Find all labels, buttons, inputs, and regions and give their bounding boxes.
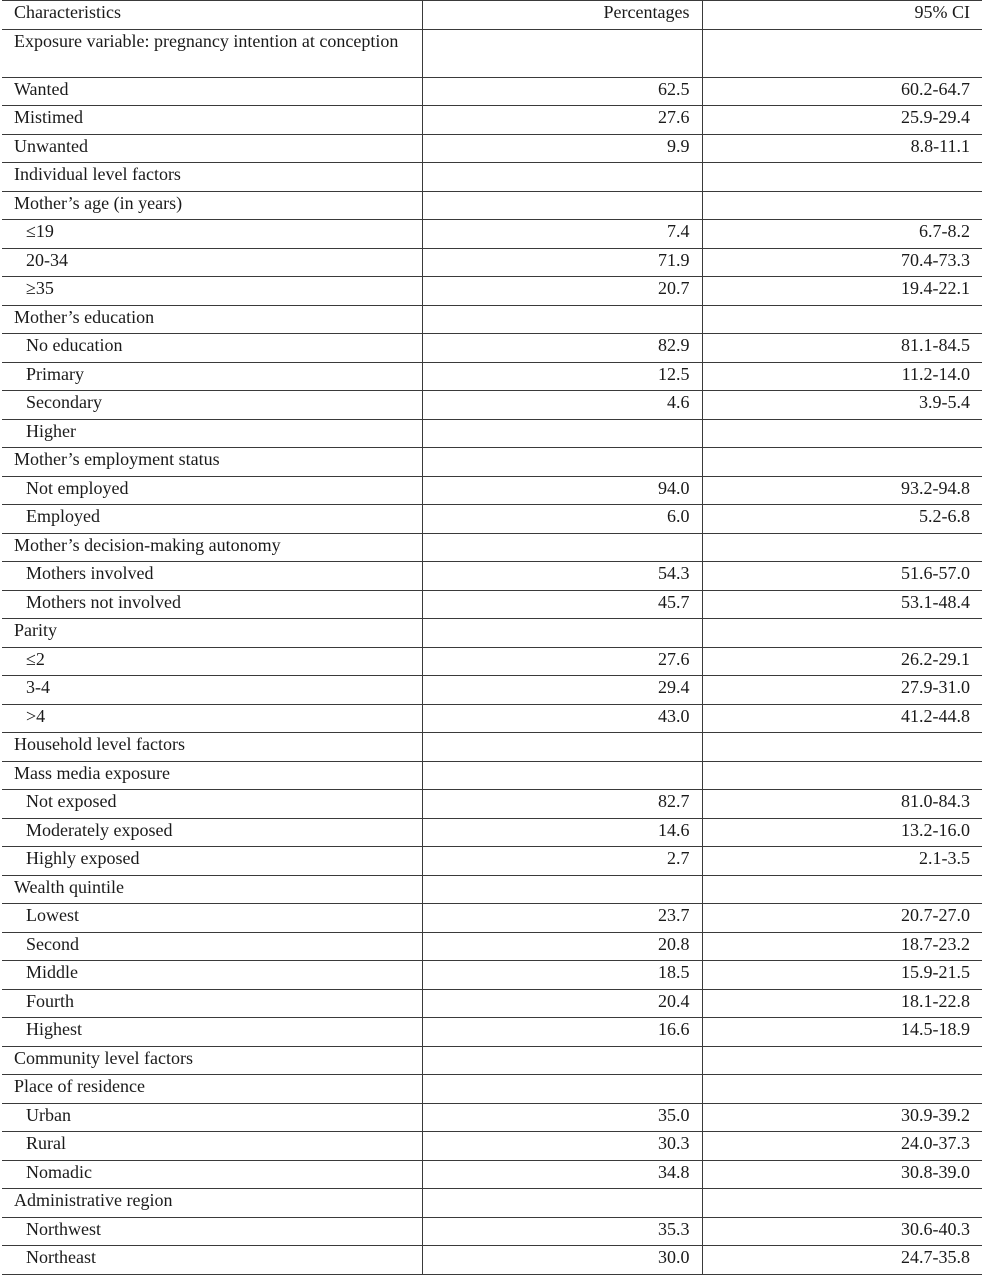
- table-row: [2, 220, 982, 249]
- characteristics-table: [2, 0, 982, 1275]
- row-ci: 14.5-18.9: [702, 1018, 982, 1047]
- row-ci: [702, 1075, 982, 1104]
- row-percentage: [422, 875, 702, 904]
- row-ci: [702, 305, 982, 334]
- row-label: Mother’s age (in years): [2, 191, 422, 220]
- table-row: [2, 1018, 982, 1047]
- row-label: Lowest: [2, 904, 422, 933]
- row-ci: [702, 191, 982, 220]
- header-ci: 95% CI: [702, 1, 982, 30]
- row-label: Middle: [2, 961, 422, 990]
- row-percentage: 7.4: [422, 220, 702, 249]
- row-label: Administrative region: [2, 1189, 422, 1218]
- row-ci: 30.8-39.0: [702, 1160, 982, 1189]
- row-label: Primary: [2, 362, 422, 391]
- row-percentage: 30.3: [422, 1132, 702, 1161]
- row-percentage: 29.4: [422, 676, 702, 705]
- row-label: Secondary: [2, 391, 422, 420]
- row-ci: 51.6-57.0: [702, 562, 982, 591]
- row-percentage: 27.6: [422, 106, 702, 135]
- table-row: [2, 334, 982, 363]
- row-percentage: [422, 305, 702, 334]
- row-ci: 30.9-39.2: [702, 1103, 982, 1132]
- row-label: 3-4: [2, 676, 422, 705]
- table-row: [2, 419, 982, 448]
- row-percentage: 34.8: [422, 1160, 702, 1189]
- row-label: Fourth: [2, 989, 422, 1018]
- row-label: Moderately exposed: [2, 818, 422, 847]
- row-ci: 24.7-35.8: [702, 1246, 982, 1275]
- row-label: Mistimed: [2, 106, 422, 135]
- row-label: ≤2: [2, 647, 422, 676]
- row-ci: 2.1-3.5: [702, 847, 982, 876]
- row-percentage: [422, 733, 702, 762]
- table-row: [2, 1075, 982, 1104]
- row-label: Unwanted: [2, 134, 422, 163]
- table-row: [2, 847, 982, 876]
- table-row: [2, 134, 982, 163]
- row-label: Wealth quintile: [2, 875, 422, 904]
- row-ci: 26.2-29.1: [702, 647, 982, 676]
- table-row: [2, 1160, 982, 1189]
- table-row: [2, 248, 982, 277]
- table-row: [2, 277, 982, 306]
- row-percentage: [422, 1075, 702, 1104]
- row-ci: 81.0-84.3: [702, 790, 982, 819]
- row-ci: [702, 163, 982, 192]
- row-ci: 20.7-27.0: [702, 904, 982, 933]
- row-percentage: 62.5: [422, 77, 702, 106]
- table-row: [2, 533, 982, 562]
- table-row: [2, 875, 982, 904]
- table-row: [2, 1246, 982, 1275]
- table-row: [2, 1132, 982, 1161]
- row-label: Employed: [2, 505, 422, 534]
- row-label: Mother’s decision-making autonomy: [2, 533, 422, 562]
- row-percentage: [422, 619, 702, 648]
- table-row: [2, 562, 982, 591]
- row-label: >4: [2, 704, 422, 733]
- row-label: Household level factors: [2, 733, 422, 762]
- row-percentage: 54.3: [422, 562, 702, 591]
- table-row: [2, 818, 982, 847]
- row-ci: [702, 1189, 982, 1218]
- row-percentage: 45.7: [422, 590, 702, 619]
- row-ci: 6.7-8.2: [702, 220, 982, 249]
- row-percentage: 14.6: [422, 818, 702, 847]
- row-label: Exposure variable: pregnancy intention at conception: [2, 29, 422, 77]
- table-row: [2, 476, 982, 505]
- row-label: Higher: [2, 419, 422, 448]
- table-row: [2, 590, 982, 619]
- table-row: [2, 647, 982, 676]
- row-ci: 5.2-6.8: [702, 505, 982, 534]
- row-ci: 15.9-21.5: [702, 961, 982, 990]
- row-ci: [702, 448, 982, 477]
- row-percentage: 4.6: [422, 391, 702, 420]
- table-row: [2, 362, 982, 391]
- row-label: No education: [2, 334, 422, 363]
- row-ci: 3.9-5.4: [702, 391, 982, 420]
- row-percentage: 35.3: [422, 1217, 702, 1246]
- row-percentage: [422, 448, 702, 477]
- row-ci: [702, 1046, 982, 1075]
- table-row: [2, 305, 982, 334]
- row-ci: [702, 619, 982, 648]
- row-ci: 13.2-16.0: [702, 818, 982, 847]
- row-ci: [702, 733, 982, 762]
- row-label: Place of residence: [2, 1075, 422, 1104]
- table-row: [2, 961, 982, 990]
- row-label: Parity: [2, 619, 422, 648]
- row-label: Northwest: [2, 1217, 422, 1246]
- row-percentage: [422, 191, 702, 220]
- row-percentage: 82.9: [422, 334, 702, 363]
- row-percentage: [422, 1046, 702, 1075]
- row-ci: 18.1-22.8: [702, 989, 982, 1018]
- row-ci: [702, 761, 982, 790]
- row-percentage: 30.0: [422, 1246, 702, 1275]
- row-label: Not employed: [2, 476, 422, 505]
- row-ci: 27.9-31.0: [702, 676, 982, 705]
- row-percentage: [422, 29, 702, 77]
- row-percentage: 94.0: [422, 476, 702, 505]
- row-ci: 53.1-48.4: [702, 590, 982, 619]
- table-row: [2, 619, 982, 648]
- row-label: Mothers involved: [2, 562, 422, 591]
- table-row: [2, 904, 982, 933]
- row-label: ≥35: [2, 277, 422, 306]
- row-label: Highest: [2, 1018, 422, 1047]
- row-ci: 11.2-14.0: [702, 362, 982, 391]
- row-label: Community level factors: [2, 1046, 422, 1075]
- row-percentage: 71.9: [422, 248, 702, 277]
- table-row: [2, 733, 982, 762]
- table-row: [2, 1103, 982, 1132]
- table-row: [2, 790, 982, 819]
- row-label: Mother’s education: [2, 305, 422, 334]
- table-row: [2, 505, 982, 534]
- row-label: Individual level factors: [2, 163, 422, 192]
- table-row: [2, 1189, 982, 1218]
- table-row: [2, 932, 982, 961]
- table-row: [2, 448, 982, 477]
- table-row: [2, 77, 982, 106]
- table-row: [2, 989, 982, 1018]
- row-percentage: 16.6: [422, 1018, 702, 1047]
- row-ci: 93.2-94.8: [702, 476, 982, 505]
- row-percentage: 23.7: [422, 904, 702, 933]
- row-percentage: 18.5: [422, 961, 702, 990]
- table-row: [2, 391, 982, 420]
- header-characteristics: Characteristics: [2, 1, 422, 30]
- row-label: Northeast: [2, 1246, 422, 1275]
- row-ci: [702, 533, 982, 562]
- row-ci: 19.4-22.1: [702, 277, 982, 306]
- row-percentage: 6.0: [422, 505, 702, 534]
- row-ci: [702, 875, 982, 904]
- row-ci: [702, 29, 982, 77]
- row-percentage: 82.7: [422, 790, 702, 819]
- row-percentage: [422, 761, 702, 790]
- row-label: ≤19: [2, 220, 422, 249]
- row-percentage: 27.6: [422, 647, 702, 676]
- table-header-row: [2, 1, 982, 30]
- table-row: [2, 761, 982, 790]
- row-ci: 30.6-40.3: [702, 1217, 982, 1246]
- row-label: Not exposed: [2, 790, 422, 819]
- row-label: Nomadic: [2, 1160, 422, 1189]
- row-percentage: 9.9: [422, 134, 702, 163]
- row-label: Second: [2, 932, 422, 961]
- header-percentages: Percentages: [422, 1, 702, 30]
- row-percentage: [422, 1189, 702, 1218]
- row-ci: 70.4-73.3: [702, 248, 982, 277]
- row-label: Mass media exposure: [2, 761, 422, 790]
- row-percentage: [422, 419, 702, 448]
- row-label: Rural: [2, 1132, 422, 1161]
- row-ci: [702, 419, 982, 448]
- row-ci: 8.8-11.1: [702, 134, 982, 163]
- row-percentage: 43.0: [422, 704, 702, 733]
- table-body: [2, 29, 982, 1274]
- row-label: Mother’s employment status: [2, 448, 422, 477]
- row-ci: 60.2-64.7: [702, 77, 982, 106]
- row-label: 20-34: [2, 248, 422, 277]
- table-row: [2, 704, 982, 733]
- row-percentage: 35.0: [422, 1103, 702, 1132]
- table-row: [2, 1046, 982, 1075]
- row-percentage: [422, 533, 702, 562]
- row-ci: 81.1-84.5: [702, 334, 982, 363]
- row-label: Wanted: [2, 77, 422, 106]
- table-row: [2, 29, 982, 77]
- row-percentage: 20.7: [422, 277, 702, 306]
- table-row: [2, 106, 982, 135]
- row-ci: 25.9-29.4: [702, 106, 982, 135]
- table-row: [2, 163, 982, 192]
- row-ci: 41.2-44.8: [702, 704, 982, 733]
- table-row: [2, 191, 982, 220]
- row-percentage: 2.7: [422, 847, 702, 876]
- row-ci: 24.0-37.3: [702, 1132, 982, 1161]
- row-percentage: 20.4: [422, 989, 702, 1018]
- row-percentage: 12.5: [422, 362, 702, 391]
- table-row: [2, 1217, 982, 1246]
- row-ci: 18.7-23.2: [702, 932, 982, 961]
- row-label: Mothers not involved: [2, 590, 422, 619]
- row-label: Urban: [2, 1103, 422, 1132]
- table-row: [2, 676, 982, 705]
- row-percentage: 20.8: [422, 932, 702, 961]
- row-label: Highly exposed: [2, 847, 422, 876]
- row-percentage: [422, 163, 702, 192]
